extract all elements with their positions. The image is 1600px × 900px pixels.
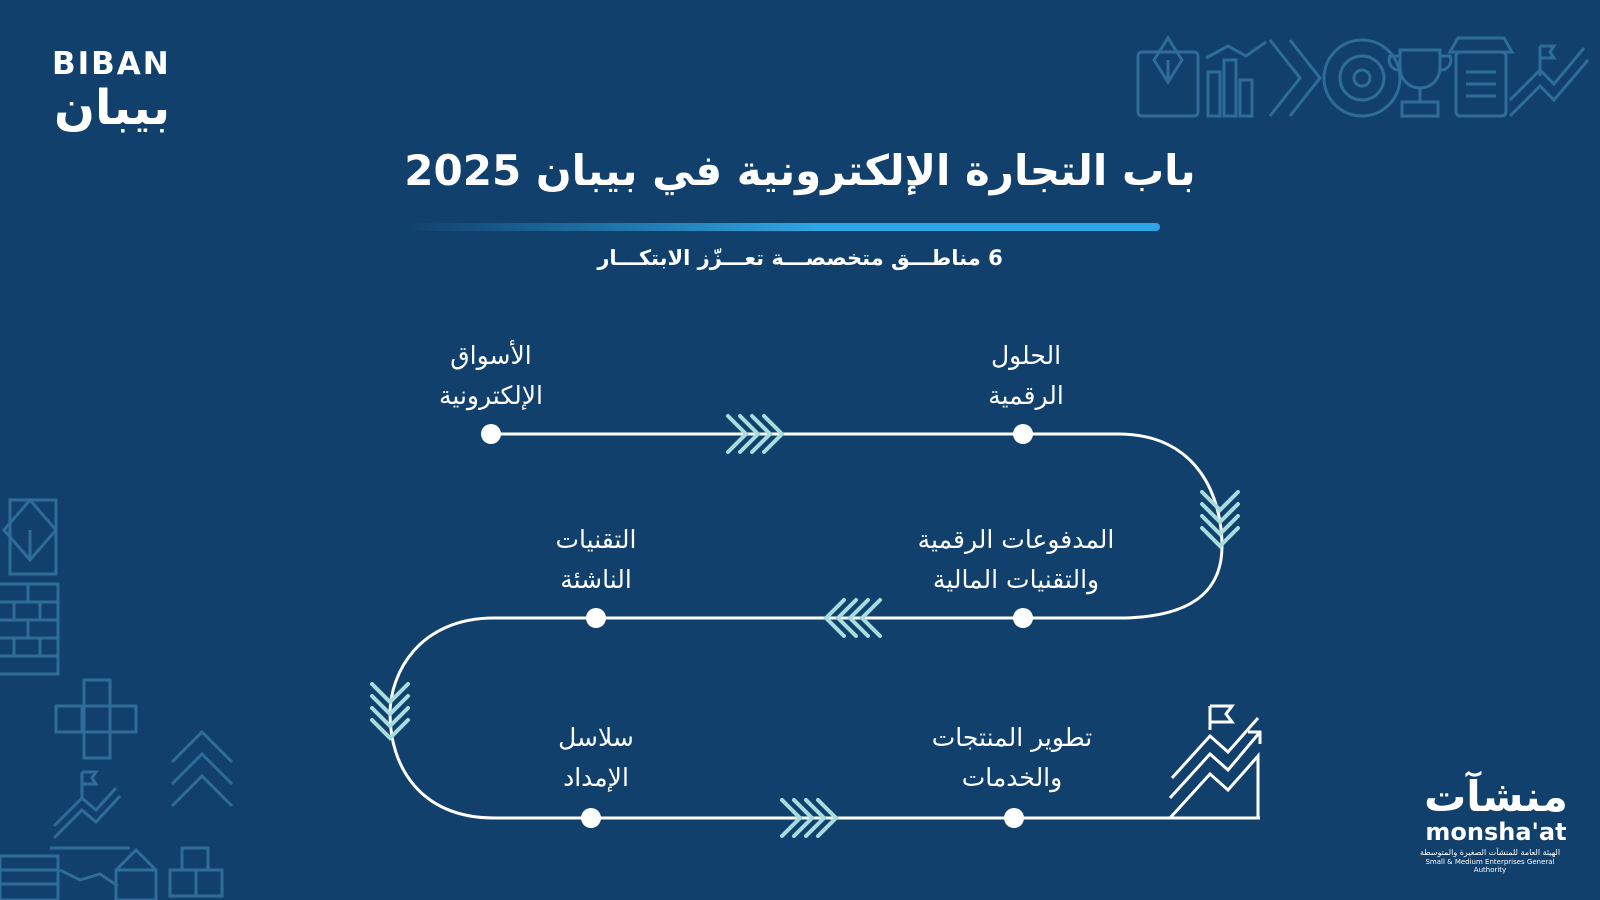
storefront-icon	[1450, 38, 1512, 116]
top-right-decor	[1138, 38, 1588, 116]
zone-label-e-marketplaces	[371, 336, 611, 416]
zone-label-line: الأسواق	[450, 341, 532, 370]
node-emerging-tech	[586, 608, 606, 628]
growth-arrow-icon	[50, 772, 130, 848]
monshaat-logo-arabic: منشآت	[1424, 772, 1568, 821]
zone-label-line: الحلول	[990, 341, 1062, 370]
zone-label-line: والخدمات	[961, 763, 1063, 792]
zone-label-line: الناشئة	[560, 565, 632, 594]
zone-label-line: المدفوعات الرقمية	[917, 525, 1115, 554]
monshaat-tagline-english: Small & Medium Enterprises General Authority	[1425, 858, 1555, 874]
brick-wall-icon	[0, 584, 58, 674]
bar-chart-icon	[1206, 42, 1266, 116]
zone-label-digital-solutions	[906, 336, 1146, 416]
mountain-flag-icon	[1170, 706, 1260, 818]
pen-nib-icon	[4, 500, 56, 574]
growth-arrow-icon	[1510, 46, 1588, 116]
monshaat-tagline-arabic: الهيئة العامة للمنشآت الصغيرة والمتوسطة	[1419, 848, 1561, 857]
biban-logo-latin: BIBAN	[52, 46, 171, 82]
zone-label-line: سلاسل	[558, 723, 634, 752]
zone-label-digital-payments	[886, 520, 1146, 600]
chart-bars-icon	[0, 848, 222, 900]
grid-cross-icon	[56, 680, 136, 758]
left-decor	[0, 500, 232, 900]
monshaat-logo-latin: monsha'at	[1425, 818, 1567, 846]
biban-logo-arabic: بيبان	[54, 80, 171, 136]
title-underline	[400, 223, 1160, 231]
node-digital-payments	[1013, 608, 1033, 628]
zone-label-line: الإمداد	[563, 763, 629, 792]
node-digital-solutions	[1013, 424, 1033, 444]
node-e-marketplaces	[481, 424, 501, 444]
pen-nib-icon	[1138, 38, 1198, 116]
target-icon	[1270, 40, 1400, 116]
zone-label-line: الرقمية	[988, 381, 1064, 410]
zone-label-line: الإلكترونية	[439, 381, 543, 410]
zone-label-product-development	[892, 718, 1132, 798]
zone-label-line: تطوير المنتجات	[931, 723, 1093, 752]
page-subtitle: 6 مناطـــق متخصصـــة تعـــزّز الابتكـــار	[597, 246, 1003, 270]
zone-label-line: التقنيات	[555, 525, 637, 554]
zone-label-line: والتقنيات المالية	[932, 565, 1100, 594]
chevron-up-icon	[172, 732, 232, 806]
node-supply-chains	[581, 808, 601, 828]
zone-label-supply-chains	[476, 718, 716, 798]
node-product-development	[1004, 808, 1024, 828]
page-title: باب التجارة الإلكترونية في بيبان 2025	[404, 146, 1196, 195]
zone-label-emerging-tech	[476, 520, 716, 600]
